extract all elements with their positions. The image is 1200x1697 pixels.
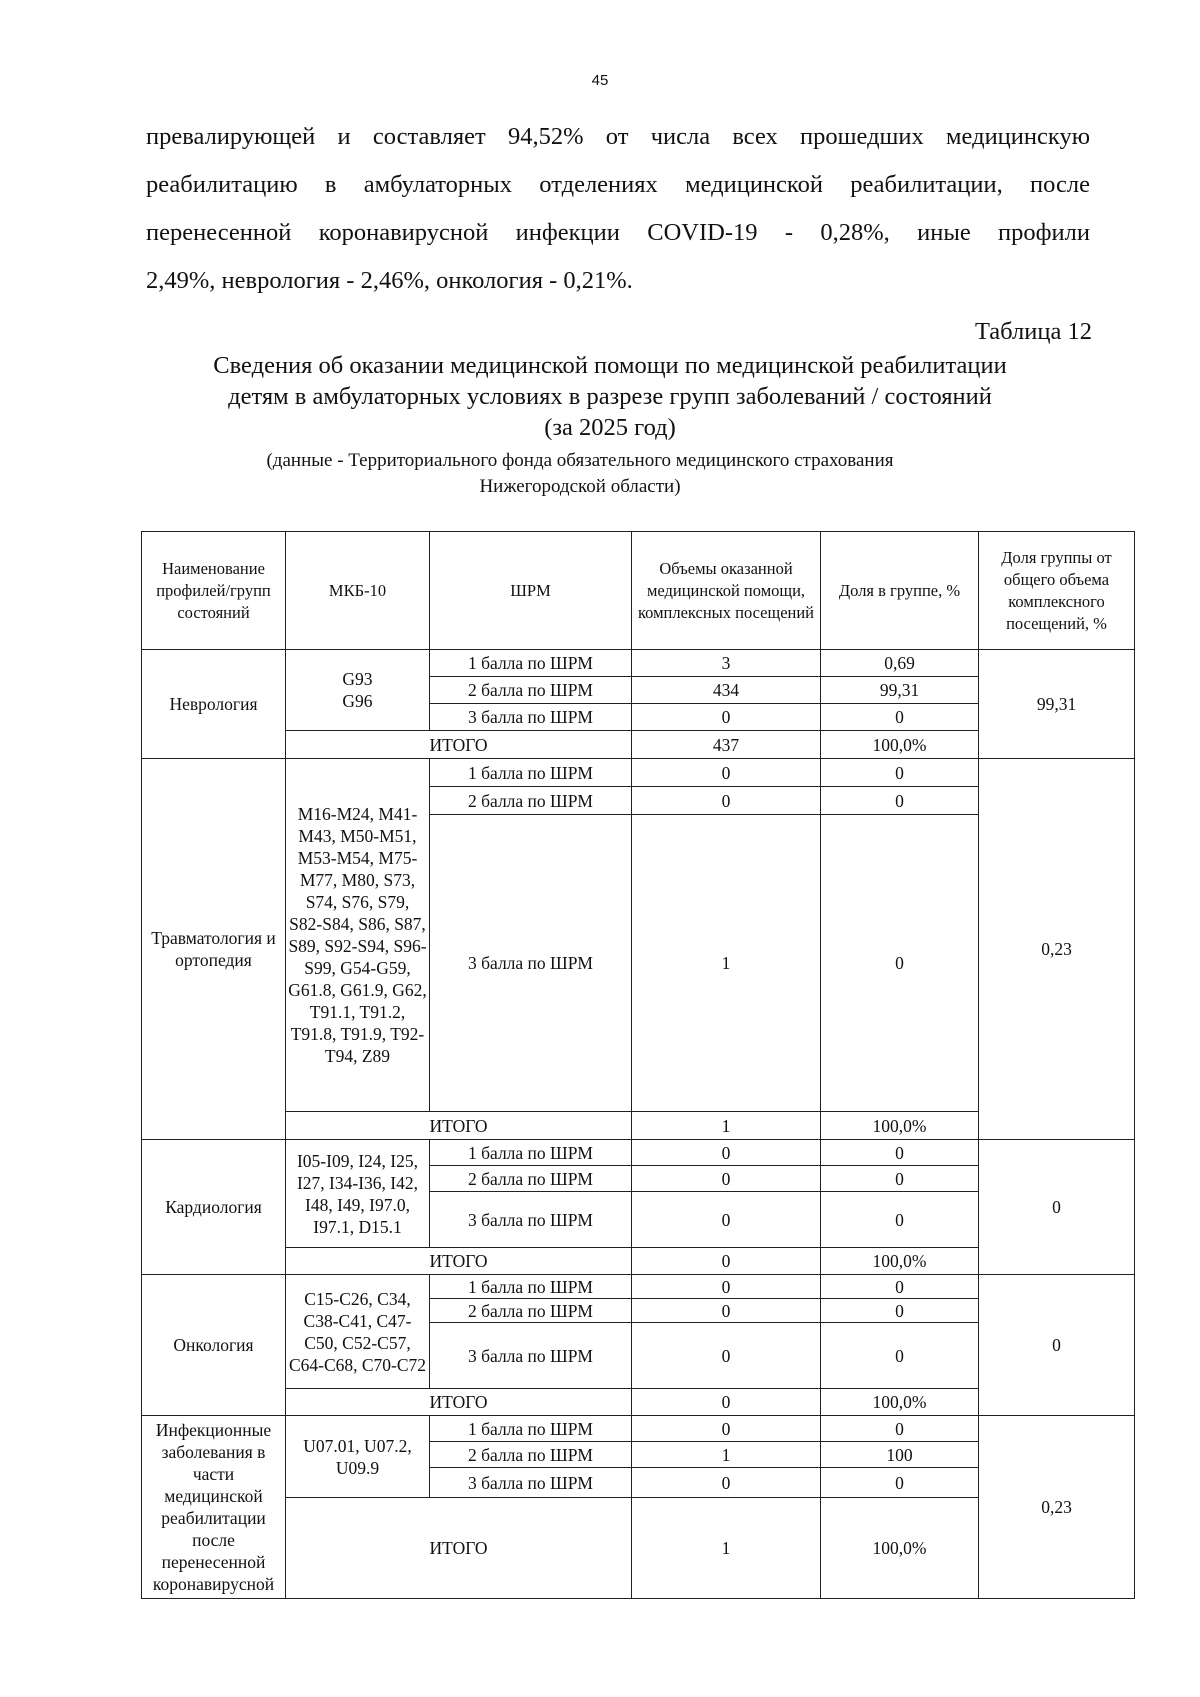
volume-value: 0 [632, 1468, 821, 1498]
share-in-group: 0 [821, 704, 979, 731]
share-in-group: 0 [821, 1468, 979, 1498]
group-icd-codes: I05-I09, I24, I25, I27, I34-I36, I42, I48, I49, I97.0, I97.1, D15.1 [286, 1140, 430, 1248]
table-source [120, 448, 1040, 500]
share-in-group: 0 [821, 1140, 979, 1166]
table-row [142, 650, 1135, 677]
total-volume: 0 [632, 1248, 821, 1275]
volume-value: 0 [632, 1275, 821, 1299]
volume-value: 0 [632, 1192, 821, 1248]
shrm-level: 3 балла по ШРМ [430, 1323, 632, 1389]
rehab-table [141, 531, 1135, 1599]
header-row [142, 532, 1135, 650]
total-share: 100,0% [821, 1389, 979, 1416]
shrm-level: 2 балла по ШРМ [430, 1442, 632, 1468]
group-icd-codes: С15-С26, С34, С38-С41, С47-С50, С52-С57, С64-С68, С70-С72 [286, 1275, 430, 1389]
group-name: Неврология [142, 650, 286, 759]
intro-line: 2,49%, неврология - 2,46%, онкология - 0,21%. [146, 267, 633, 294]
shrm-level: 2 балла по ШРМ [430, 787, 632, 815]
intro-paragraph [146, 113, 1090, 305]
share-in-group: 0 [821, 759, 979, 787]
header-name: Наименование профилей/групп состояний [142, 532, 286, 650]
table-title-line: (за 2025 год) [544, 414, 676, 441]
group-icd-codes: U07.01, U07.2, U09.9 [286, 1416, 430, 1498]
share-in-group: 0 [821, 815, 979, 1112]
share-in-group: 0 [821, 1275, 979, 1299]
group-share-total: 99,31 [979, 650, 1135, 759]
header-shrm: ШРМ [430, 532, 632, 650]
shrm-level: 1 балла по ШРМ [430, 1140, 632, 1166]
shrm-level: 2 балла по ШРМ [430, 1166, 632, 1192]
table-row [142, 1140, 1135, 1166]
table-source-line: Нижегородской области) [479, 476, 681, 497]
intro-line: реабилитацию в амбулаторных отделениях медицинской реабилитации, после [146, 171, 1090, 198]
volume-value: 0 [632, 704, 821, 731]
table-row [142, 759, 1135, 787]
volume-value: 1 [632, 815, 821, 1112]
total-volume: 1 [632, 1498, 821, 1599]
header-volume: Объемы оказанной медицинской помощи, комплексных посещений [632, 532, 821, 650]
header-share-total: Доля группы от общего объема комплексного посещений, % [979, 532, 1135, 650]
volume-value: 0 [632, 1299, 821, 1323]
share-in-group: 0 [821, 1323, 979, 1389]
page-number: 45 [591, 72, 609, 89]
group-share-total: 0 [979, 1140, 1135, 1275]
shrm-level: 3 балла по ШРМ [430, 1468, 632, 1498]
intro-line: перенесенной коронавирусной инфекции COVID-19 - 0,28%, иные профили [146, 219, 1090, 246]
total-share: 100,0% [821, 1248, 979, 1275]
volume-value: 0 [632, 1416, 821, 1442]
total-label: ИТОГО [286, 1498, 632, 1599]
shrm-level: 1 балла по ШРМ [430, 1275, 632, 1299]
volume-value: 0 [632, 1166, 821, 1192]
volume-value: 0 [632, 1140, 821, 1166]
total-share: 100,0% [821, 731, 979, 759]
shrm-level: 1 балла по ШРМ [430, 650, 632, 677]
shrm-level: 3 балла по ШРМ [430, 704, 632, 731]
volume-value: 434 [632, 677, 821, 704]
total-volume: 1 [632, 1112, 821, 1140]
total-share: 100,0% [821, 1112, 979, 1140]
volume-value: 0 [632, 1323, 821, 1389]
table-row [142, 1275, 1135, 1299]
group-name: Инфекционные заболевания в части медицинской реабилитации после перенесенной коронавирусной [142, 1416, 286, 1599]
share-in-group: 0 [821, 1192, 979, 1248]
volume-value: 0 [632, 787, 821, 815]
share-in-group: 0 [821, 1299, 979, 1323]
group-icd-codes: М16-М24, М41-М43, М50-М51, М53-М54, М75-М77, М80, S73, S74, S76, S79, S82-S84, S86, S87, S89, S92-S94, S96-S99, G54-G59, G61.8, G61.9, G62, T91.1, T91.2, T91.8, T91.9, T92-T94, Z89 [286, 759, 430, 1112]
shrm-level: 1 балла по ШРМ [430, 759, 632, 787]
share-in-group: 0,69 [821, 650, 979, 677]
total-label: ИТОГО [286, 1248, 632, 1275]
group-name: Онкология [142, 1275, 286, 1416]
shrm-level: 2 балла по ШРМ [430, 677, 632, 704]
header-icd: МКБ-10 [286, 532, 430, 650]
group-name: Травматология и ортопедия [142, 759, 286, 1140]
share-in-group: 99,31 [821, 677, 979, 704]
share-in-group: 100 [821, 1442, 979, 1468]
volume-value: 1 [632, 1442, 821, 1468]
group-share-total: 0,23 [979, 759, 1135, 1140]
group-share-total: 0 [979, 1275, 1135, 1416]
shrm-level: 1 балла по ШРМ [430, 1416, 632, 1442]
table-title [120, 350, 1100, 443]
volume-value: 0 [632, 759, 821, 787]
group-name: Кардиология [142, 1140, 286, 1275]
table-label: Таблица 12 [974, 318, 1092, 345]
total-label: ИТОГО [286, 731, 632, 759]
total-label: ИТОГО [286, 1389, 632, 1416]
header-share-group: Доля в группе, % [821, 532, 979, 650]
group-icd-codes: G93 G96 [286, 650, 430, 731]
shrm-level: 2 балла по ШРМ [430, 1299, 632, 1323]
total-share: 100,0% [821, 1498, 979, 1599]
intro-line: превалирующей и составляет 94,52% от числа всех прошедших медицинскую [146, 123, 1090, 150]
table-source-line: (данные - Территориального фонда обязательного медицинского страхования [266, 450, 894, 471]
shrm-level: 3 балла по ШРМ [430, 815, 632, 1112]
table-title-line: детям в амбулаторных условиях в разрезе групп заболеваний / состояний [228, 383, 992, 410]
table-title-line: Сведения об оказании медицинской помощи по медицинской реабилитации [213, 352, 1007, 379]
total-volume: 0 [632, 1389, 821, 1416]
shrm-level: 3 балла по ШРМ [430, 1192, 632, 1248]
group-share-total: 0,23 [979, 1416, 1135, 1599]
table-row [142, 1416, 1135, 1442]
volume-value: 3 [632, 650, 821, 677]
total-label: ИТОГО [286, 1112, 632, 1140]
total-volume: 437 [632, 731, 821, 759]
share-in-group: 0 [821, 787, 979, 815]
share-in-group: 0 [821, 1416, 979, 1442]
share-in-group: 0 [821, 1166, 979, 1192]
